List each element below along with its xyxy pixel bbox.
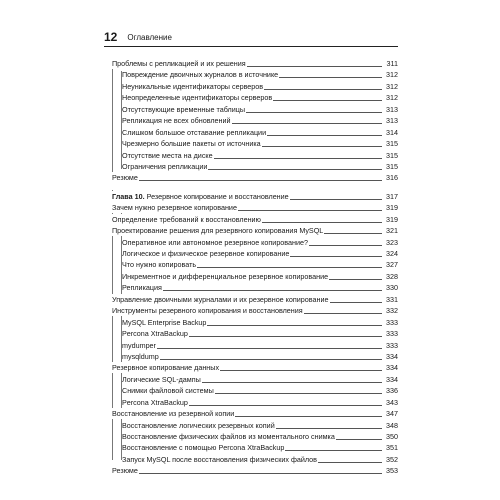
dot-leader (122, 359, 382, 360)
page-header (104, 30, 398, 47)
toc-section-previous (112, 58, 398, 184)
toc-entry[interactable] (112, 237, 398, 248)
toc-entry-title: Управление двоичными журналами и их резервное копирование (112, 294, 329, 304)
toc-entry[interactable] (112, 81, 398, 92)
toc-entry-title: Percona XtraBackup (122, 397, 188, 407)
toc-entry-title: Резервное копирование данных (112, 363, 220, 373)
toc-entry[interactable] (112, 317, 398, 328)
toc-entry[interactable] (112, 351, 398, 362)
dot-leader (112, 473, 382, 474)
toc-entry-page-number: 347 (386, 409, 398, 419)
toc-entry-title: Логические SQL-дампы (122, 374, 201, 384)
toc-entry-title: Проектирование решения для резервного копирования MySQL (112, 226, 324, 236)
toc-entry-title: Снимки файловой системы (122, 386, 214, 396)
toc-entry-page-number: 316 (386, 173, 398, 183)
toc-entry-page-number: 330 (386, 283, 398, 293)
toc-entry-title: Запуск MySQL после восстановления физических файлов (122, 454, 317, 464)
toc-entry-page-number: 336 (386, 386, 398, 396)
toc-entry-page-number: 334 (386, 363, 398, 373)
toc-entry[interactable] (112, 431, 398, 442)
chapter-page-number: 317 (386, 191, 398, 201)
toc-entry-page-number: 343 (386, 397, 398, 407)
toc-entry[interactable] (112, 282, 398, 293)
toc-entry-page-number: 312 (386, 70, 398, 80)
toc-entry-page-number: 311 (386, 59, 398, 68)
dot-leader (112, 180, 382, 181)
toc-entry-title: mydumper (122, 340, 156, 350)
toc-entry[interactable] (112, 127, 398, 138)
toc-entry-title: Резюме (112, 173, 138, 183)
toc-entry[interactable] (112, 161, 398, 172)
toc-entry-title: Резюме (112, 466, 138, 476)
toc-entry[interactable] (112, 454, 398, 465)
toc-entry-title: mysqldump (122, 351, 159, 361)
toc-entry-page-number: 321 (386, 226, 398, 236)
toc-entry[interactable] (112, 442, 398, 453)
toc-entry-page-number: 334 (386, 351, 398, 361)
table-of-contents (112, 58, 398, 477)
toc-entry-title: Репликация не всех обновлений (122, 116, 231, 126)
toc-entry-title: Отсутствующие временные таблицы (122, 104, 245, 114)
toc-entry[interactable] (112, 362, 398, 373)
toc-entry-page-number: 350 (386, 432, 398, 441)
toc-entry-page-number: 333 (386, 340, 398, 350)
toc-entry-page-number: 323 (386, 237, 398, 247)
toc-entry[interactable] (112, 150, 398, 161)
toc-entry[interactable] (112, 374, 398, 385)
toc-entry-title: Инструменты резервного копирования и восстановления (112, 306, 303, 316)
chapter-heading[interactable] (112, 191, 398, 202)
toc-entry-page-number: 324 (386, 249, 398, 258)
toc-entry[interactable] (112, 465, 398, 476)
toc-entry[interactable] (112, 408, 398, 419)
toc-entry[interactable] (112, 69, 398, 80)
toc-entry[interactable] (112, 138, 398, 149)
toc-entry[interactable] (112, 294, 398, 305)
toc-entry-title: Инкрементное и дифференциальное резервное копирование (122, 271, 329, 281)
toc-entry-title: Репликация (122, 283, 162, 293)
toc-entry-page-number: 331 (386, 294, 398, 304)
toc-entry[interactable] (112, 259, 398, 270)
toc-entry-page-number: 315 (386, 150, 398, 160)
toc-entry[interactable] (112, 328, 398, 339)
chapter-title: Резервное копирование и восстановление (144, 191, 289, 201)
toc-entry-page-number: 312 (386, 81, 398, 91)
toc-entry-page-number: 327 (386, 260, 398, 270)
toc-entry-page-number: 351 (386, 443, 398, 453)
toc-entry[interactable] (112, 225, 398, 236)
chapter-number: Глава 10. (112, 191, 145, 201)
toc-entry-title: MySQL Enterprise Backup (122, 317, 207, 327)
toc-entry[interactable] (112, 248, 398, 259)
toc-entry-page-number: 352 (386, 454, 398, 464)
toc-entry-page-number: 319 (386, 214, 398, 224)
toc-entry-page-number: 315 (386, 139, 398, 149)
toc-entry-title: Логическое и физическое резервное копирование (122, 249, 290, 258)
dot-leader (122, 348, 382, 349)
toc-entry-title: Неуникальные идентификаторы серверов (122, 81, 264, 91)
toc-entry-page-number: 312 (386, 93, 398, 103)
toc-entry-title: Зачем нужно резервное копирование (112, 203, 237, 213)
toc-entry-page-number: 334 (386, 374, 398, 384)
toc-entry[interactable] (112, 305, 398, 316)
toc-section-chapter (112, 202, 398, 477)
toc-entry-title: Percona XtraBackup (122, 329, 188, 339)
toc-entry[interactable] (112, 115, 398, 126)
toc-entry-page-number: 319 (386, 203, 398, 213)
chapter-heading-label (112, 191, 290, 202)
toc-entry-title: Чрезмерно большие пакеты от источника (122, 139, 261, 149)
toc-entry-title: Восстановление с помощью Percona XtraBackup (122, 443, 285, 453)
toc-entry-page-number: 333 (386, 317, 398, 327)
toc-entry-title: Отсутствие места на диске (122, 150, 213, 160)
toc-entry-title: Повреждение двоичных журналов в источнике (122, 70, 279, 80)
toc-entry-title: Восстановление физических файлов из моментального снимка (122, 432, 335, 441)
toc-entry-title: Слишком большое отставание репликации (122, 127, 267, 137)
toc-entry[interactable] (112, 385, 398, 396)
toc-entry[interactable] (112, 104, 398, 115)
toc-entry-title: Неопределенные идентификаторы серверов (122, 93, 273, 103)
toc-entry-title: Что нужно копировать (122, 260, 197, 270)
toc-entry[interactable] (112, 202, 398, 213)
toc-entry-title: Восстановление логических резервных копий (122, 420, 275, 430)
toc-entry-page-number: 328 (386, 271, 398, 281)
page-number: 12 (104, 30, 118, 44)
toc-entry[interactable] (112, 92, 398, 103)
toc-entry[interactable] (112, 172, 398, 183)
toc-entry-title: Ограничения репликации (122, 161, 208, 171)
toc-entry-page-number: 333 (386, 329, 398, 339)
toc-entry-page-number: 313 (386, 116, 398, 126)
toc-entry[interactable] (112, 420, 398, 431)
toc-entry[interactable] (112, 397, 398, 408)
toc-entry-title: Оперативное или автономное резервное копирование? (122, 237, 309, 247)
toc-entry[interactable] (112, 214, 398, 225)
toc-entry[interactable] (112, 271, 398, 282)
section-title: Оглавление (127, 33, 172, 42)
toc-entry-page-number: 313 (386, 104, 398, 114)
toc-entry[interactable] (112, 58, 398, 69)
toc-entry-title: Определение требований к восстановлению (112, 214, 261, 224)
toc-entry[interactable] (112, 340, 398, 351)
toc-entry-title: Проблемы с репликацией и их решения (112, 59, 246, 68)
toc-entry-page-number: 315 (386, 161, 398, 171)
toc-entry-page-number: 348 (386, 420, 398, 430)
toc-entry-page-number: 332 (386, 306, 398, 316)
toc-entry-page-number: 353 (386, 466, 398, 476)
toc-entry-page-number: 314 (386, 127, 398, 137)
toc-entry-title: Восстановление из резервной копии (112, 409, 235, 419)
